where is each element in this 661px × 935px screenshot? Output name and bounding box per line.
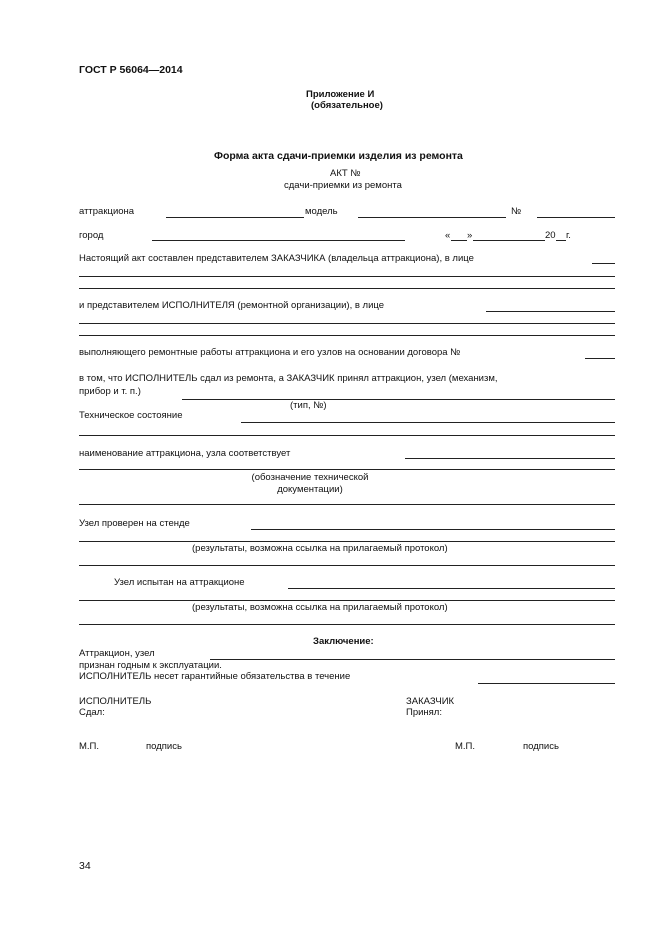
- unit-line[interactable]: [182, 399, 615, 400]
- field-test-line-2[interactable]: [79, 600, 615, 601]
- handed-label: Сдал:: [79, 707, 105, 718]
- field-test-line[interactable]: [288, 588, 615, 589]
- stamp-right: М.П.: [455, 741, 476, 752]
- contract-number-line[interactable]: [585, 358, 615, 359]
- customer-rep-text: Настоящий акт составлен представителем ЗАКАЗЧИКА (владельца аттракциона), в лице: [79, 253, 474, 264]
- signature-right[interactable]: подпись: [523, 741, 559, 752]
- bench-results-caption: (результаты, возможна ссылка на прилагаемый протокол): [192, 543, 448, 554]
- tech-doc-line[interactable]: [79, 504, 615, 505]
- customer-rep-line-3[interactable]: [79, 288, 615, 289]
- year-line[interactable]: [556, 240, 566, 241]
- contractor-rep-line[interactable]: [486, 311, 615, 312]
- bench-test-line-2[interactable]: [79, 541, 615, 542]
- number-label: №: [511, 206, 522, 217]
- fit-for-use-text: признан годным к эксплуатации.: [79, 660, 222, 671]
- accepted-label: Принял:: [406, 707, 442, 718]
- field-results-caption: (результаты, возможна ссылка на прилагаемый протокол): [192, 602, 448, 613]
- city-label: город: [79, 230, 104, 241]
- repair-contract-text: выполняющего ремонтные работы аттракциона и его узлов на основании договора №: [79, 347, 461, 358]
- signature-left[interactable]: подпись: [146, 741, 182, 752]
- conclusion-title: Заключение:: [313, 636, 374, 647]
- attraction-unit-line[interactable]: [210, 659, 615, 660]
- month-line[interactable]: [473, 240, 545, 241]
- field-results-line[interactable]: [79, 624, 615, 625]
- bench-test-line[interactable]: [251, 529, 615, 530]
- warranty-text: ИСПОЛНИТЕЛЬ несет гарантийные обязательства в течение: [79, 671, 351, 682]
- model-label: модель: [305, 206, 338, 217]
- stamp-left: М.П.: [79, 741, 100, 752]
- appendix-title: Приложение И: [306, 89, 375, 100]
- number-line[interactable]: [537, 217, 615, 218]
- handover-text-1: в том, что ИСПОЛНИТЕЛЬ сдал из ремонта, а ЗАКАЗЧИК принял аттракцион, узел (механизм,: [79, 373, 498, 384]
- attraction-label: аттракциона: [79, 206, 135, 217]
- conformity-line[interactable]: [405, 458, 615, 459]
- act-subtitle: сдачи-приемки из ремонта: [284, 180, 402, 191]
- customer-label: ЗАКАЗЧИК: [406, 696, 455, 707]
- act-number-label: АКТ №: [330, 168, 361, 179]
- conformity-text: наименование аттракциона, узла соответствует: [79, 448, 291, 459]
- date-close-quote: »: [467, 230, 473, 241]
- year-suffix: г.: [566, 230, 571, 241]
- contractor-rep-line-2[interactable]: [79, 323, 615, 324]
- attraction-line[interactable]: [166, 217, 304, 218]
- handover-text-2: прибор и т. п.): [79, 386, 141, 397]
- tech-state-line-2[interactable]: [79, 435, 615, 436]
- form-title: Форма акта сдачи-приемки изделия из ремонта: [214, 150, 463, 162]
- day-line[interactable]: [451, 240, 467, 241]
- year-prefix: 20: [545, 230, 556, 241]
- tech-state-label: Техническое состояние: [79, 410, 183, 421]
- customer-rep-line-2[interactable]: [79, 276, 615, 277]
- conformity-line-2[interactable]: [79, 469, 615, 470]
- attraction-unit-label: Аттракцион, узел: [79, 648, 155, 659]
- city-line[interactable]: [152, 240, 405, 241]
- standard-code: ГОСТ Р 56064—2014: [79, 64, 183, 76]
- model-line[interactable]: [358, 217, 506, 218]
- appendix-note: (обязательное): [311, 100, 383, 111]
- field-test-label: Узел испытан на аттракционе: [114, 577, 245, 588]
- tech-doc-caption-2: документации): [277, 484, 343, 495]
- contractor-rep-line-3[interactable]: [79, 335, 615, 336]
- bench-test-label: Узел проверен на стенде: [79, 518, 190, 529]
- page-number: 34: [79, 860, 91, 872]
- tech-doc-caption-1: (обозначение технической: [251, 472, 369, 483]
- contractor-label: ИСПОЛНИТЕЛЬ: [79, 696, 152, 707]
- type-number-caption: (тип, №): [290, 400, 327, 411]
- tech-state-line[interactable]: [241, 422, 615, 423]
- warranty-line[interactable]: [478, 683, 615, 684]
- customer-rep-line[interactable]: [592, 263, 615, 264]
- date-open-quote: «: [445, 230, 451, 241]
- bench-results-line[interactable]: [79, 565, 615, 566]
- contractor-rep-text: и представителем ИСПОЛНИТЕЛЯ (ремонтной организации), в лице: [79, 300, 384, 311]
